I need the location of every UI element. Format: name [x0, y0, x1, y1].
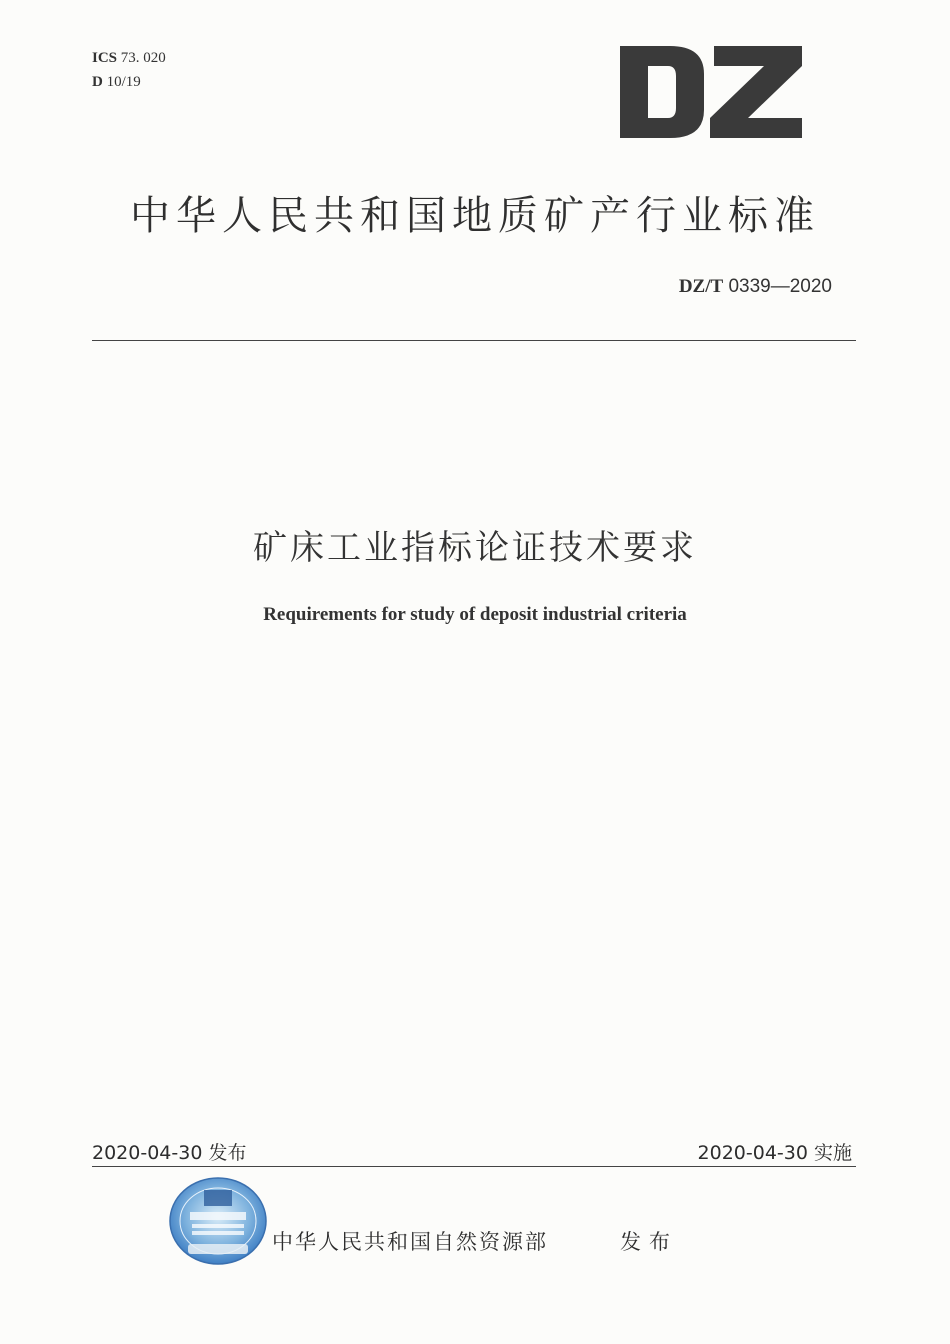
dz-logo	[618, 44, 804, 140]
ccs-code: D 10/19	[92, 74, 141, 90]
standard-number	[679, 276, 832, 298]
standard-code: DZ/T	[678, 276, 724, 297]
document-title-en: Requirements for study of deposit industrial criteria	[263, 604, 687, 625]
footer-divider	[92, 1166, 856, 1167]
publish-label: 发布	[620, 1230, 678, 1254]
implementation-date: 2020-04-30 实施	[697, 1142, 852, 1164]
industry-standard-title: 中华人民共和国地质矿产行业标准	[130, 193, 820, 239]
classification-codes	[92, 46, 166, 94]
document-title-cn: 矿床工业指标论证技术要求	[253, 528, 697, 568]
publisher-name: 中华人民共和国自然资源部	[272, 1230, 548, 1254]
ics-code: ICS 73. 020	[92, 50, 166, 66]
header-divider	[92, 340, 856, 341]
issue-date: 2020-04-30 发布	[92, 1142, 247, 1164]
standard-year-number: 0339—2020	[728, 276, 832, 297]
anti-counterfeit-seal	[168, 1176, 268, 1266]
